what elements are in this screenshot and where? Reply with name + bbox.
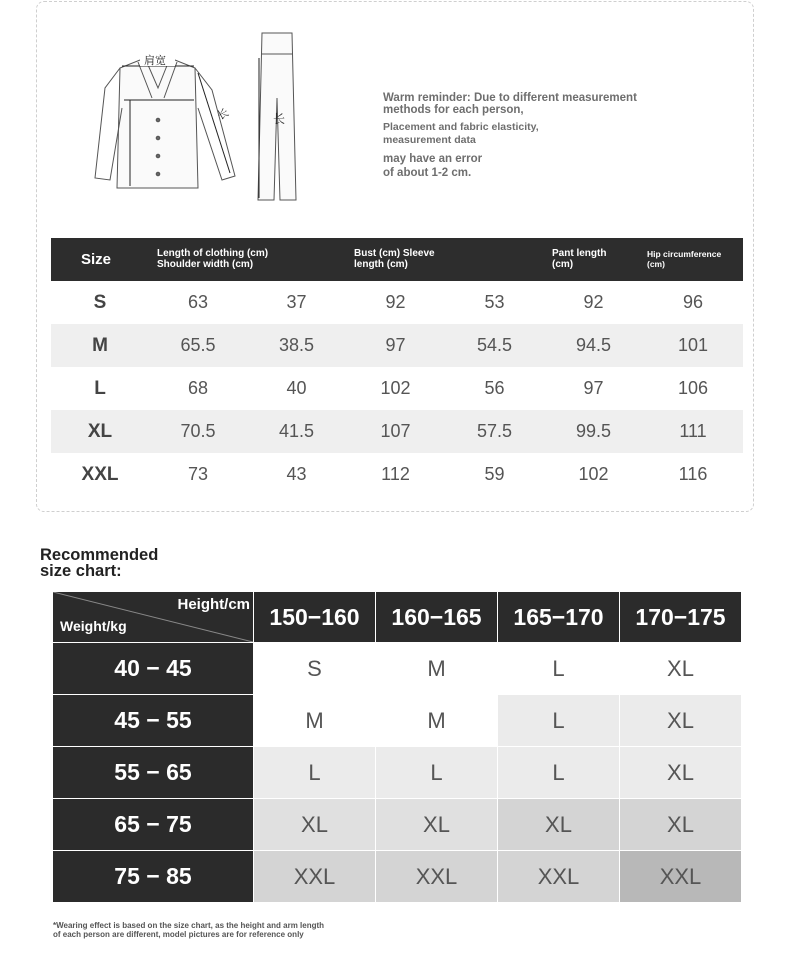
- size-recommendation: XXL: [498, 851, 620, 903]
- weight-row: [53, 799, 742, 851]
- pant-length-label: 长: [273, 112, 286, 126]
- weight-row: [53, 643, 742, 695]
- value-cell: 111: [643, 410, 743, 453]
- value-cell: 92: [583, 292, 604, 312]
- value-cell: 63: [187, 292, 209, 312]
- weight-range: 40 − 45: [53, 643, 254, 695]
- value-cell: 96: [682, 292, 704, 312]
- footnote: [53, 921, 324, 939]
- value-cell: 59: [484, 464, 505, 484]
- value-cell: 54.5: [445, 324, 544, 367]
- value-cell: 101: [643, 324, 743, 367]
- height-range: 160−165: [376, 592, 498, 643]
- size-cell: M: [51, 324, 149, 367]
- height-range: 170−175: [620, 592, 742, 643]
- value-cell: 107: [346, 410, 445, 453]
- table-row: [51, 281, 743, 324]
- size-table-header: [51, 238, 743, 281]
- footnote-line-1: *Wearing effect is based on the size chart, as the height and arm length: [53, 921, 325, 930]
- value-cell: 68: [187, 378, 209, 398]
- table-row: [51, 324, 743, 367]
- weight-axis-label: Weight/kg: [60, 618, 127, 634]
- size-cell: S: [93, 291, 107, 313]
- value-cell: 70.5: [149, 410, 247, 453]
- value-cell: 106: [677, 378, 709, 398]
- height-axis-label: Height/cm: [177, 596, 250, 613]
- value-cell: 53: [484, 292, 505, 312]
- size-recommendation: XL: [620, 695, 742, 747]
- value-cell: 102: [380, 378, 411, 398]
- size-table: [51, 238, 743, 496]
- warm-reminder: [383, 92, 713, 179]
- size-recommendation: L: [498, 747, 620, 799]
- value-cell: 57.5: [445, 410, 544, 453]
- shoulder-label: 肩宽: [144, 54, 166, 67]
- value-cell: 97: [583, 378, 604, 398]
- value-cell: 37: [286, 292, 307, 312]
- value-cell: 112: [381, 464, 410, 484]
- recommended-size-chart: [52, 591, 742, 903]
- weight-range: 45 − 55: [53, 695, 254, 747]
- weight-row: [53, 851, 742, 903]
- value-cell: 102: [578, 464, 609, 484]
- footnote-line-2: of each person are different, model pictures are for reference only: [53, 930, 304, 940]
- table-row: [51, 367, 743, 410]
- size-cell: XXL: [81, 463, 119, 485]
- size-recommendation: XXL: [254, 851, 376, 903]
- size-cell: XL: [51, 410, 149, 453]
- size-recommendation: M: [254, 695, 376, 747]
- value-cell: 99.5: [544, 410, 643, 453]
- reminder-line-5: may have an error: [383, 153, 483, 166]
- size-recommendation: L: [254, 747, 376, 799]
- value-cell: 38.5: [247, 324, 346, 367]
- weight-row: [53, 747, 742, 799]
- size-recommendation: XL: [254, 799, 376, 851]
- reminder-line-3: Placement and fabric elasticity,: [383, 121, 539, 134]
- corner-cell: [53, 592, 254, 643]
- reminder-line-6: of about 1-2 cm.: [383, 167, 472, 180]
- size-recommendation: XL: [620, 799, 742, 851]
- value-cell: 92: [385, 292, 406, 312]
- size-recommendation: XL: [498, 799, 620, 851]
- header-size: Size: [51, 238, 149, 281]
- size-recommendation: XL: [620, 747, 742, 799]
- table-row: [51, 453, 743, 496]
- garment-measurement-diagram: [90, 28, 340, 208]
- size-recommendation: M: [376, 643, 498, 695]
- size-recommendation: L: [498, 643, 620, 695]
- value-cell: 56: [484, 378, 505, 398]
- reminder-line-1: Warm reminder: Due to different measurement: [383, 92, 637, 104]
- height-range: 165−170: [498, 592, 620, 643]
- height-range: 150−160: [254, 592, 376, 643]
- size-recommendation: XXL: [376, 851, 498, 903]
- weight-row: [53, 695, 742, 747]
- header-hip-circumference: Hip circumference (cm): [643, 238, 743, 281]
- size-recommendation: L: [376, 747, 498, 799]
- size-recommendation: XL: [620, 643, 742, 695]
- height-header-row: [53, 592, 742, 643]
- header-pant-length: Pant length (cm): [544, 238, 643, 281]
- reminder-line-2: methods for each person,: [383, 104, 524, 117]
- value-cell: 97: [346, 324, 445, 367]
- size-recommendation: XXL: [620, 851, 742, 903]
- recommended-title: Recommended size chart:: [40, 546, 159, 581]
- value-cell: 65.5: [149, 324, 247, 367]
- header-length-shoulder: Length of clothing (cm) Shoulder width (cm): [149, 238, 346, 281]
- reminder-line-4: measurement data: [383, 134, 476, 147]
- weight-range: 75 − 85: [53, 851, 254, 903]
- value-cell: 40: [286, 378, 307, 398]
- sleeve-length-label: 长: [215, 105, 232, 123]
- weight-range: 65 − 75: [53, 799, 254, 851]
- value-cell: 73: [187, 464, 209, 484]
- value-cell: 43: [286, 464, 307, 484]
- size-recommendation: S: [254, 643, 376, 695]
- value-cell: 41.5: [247, 410, 346, 453]
- size-cell: L: [94, 377, 106, 399]
- weight-range: 55 − 65: [53, 747, 254, 799]
- table-row: [51, 410, 743, 453]
- size-recommendation: M: [376, 695, 498, 747]
- value-cell: 94.5: [544, 324, 643, 367]
- value-cell: 116: [678, 464, 708, 484]
- size-recommendation: L: [498, 695, 620, 747]
- header-bust-sleeve: Bust (cm) Sleeve length (cm): [346, 238, 544, 281]
- size-recommendation: XL: [376, 799, 498, 851]
